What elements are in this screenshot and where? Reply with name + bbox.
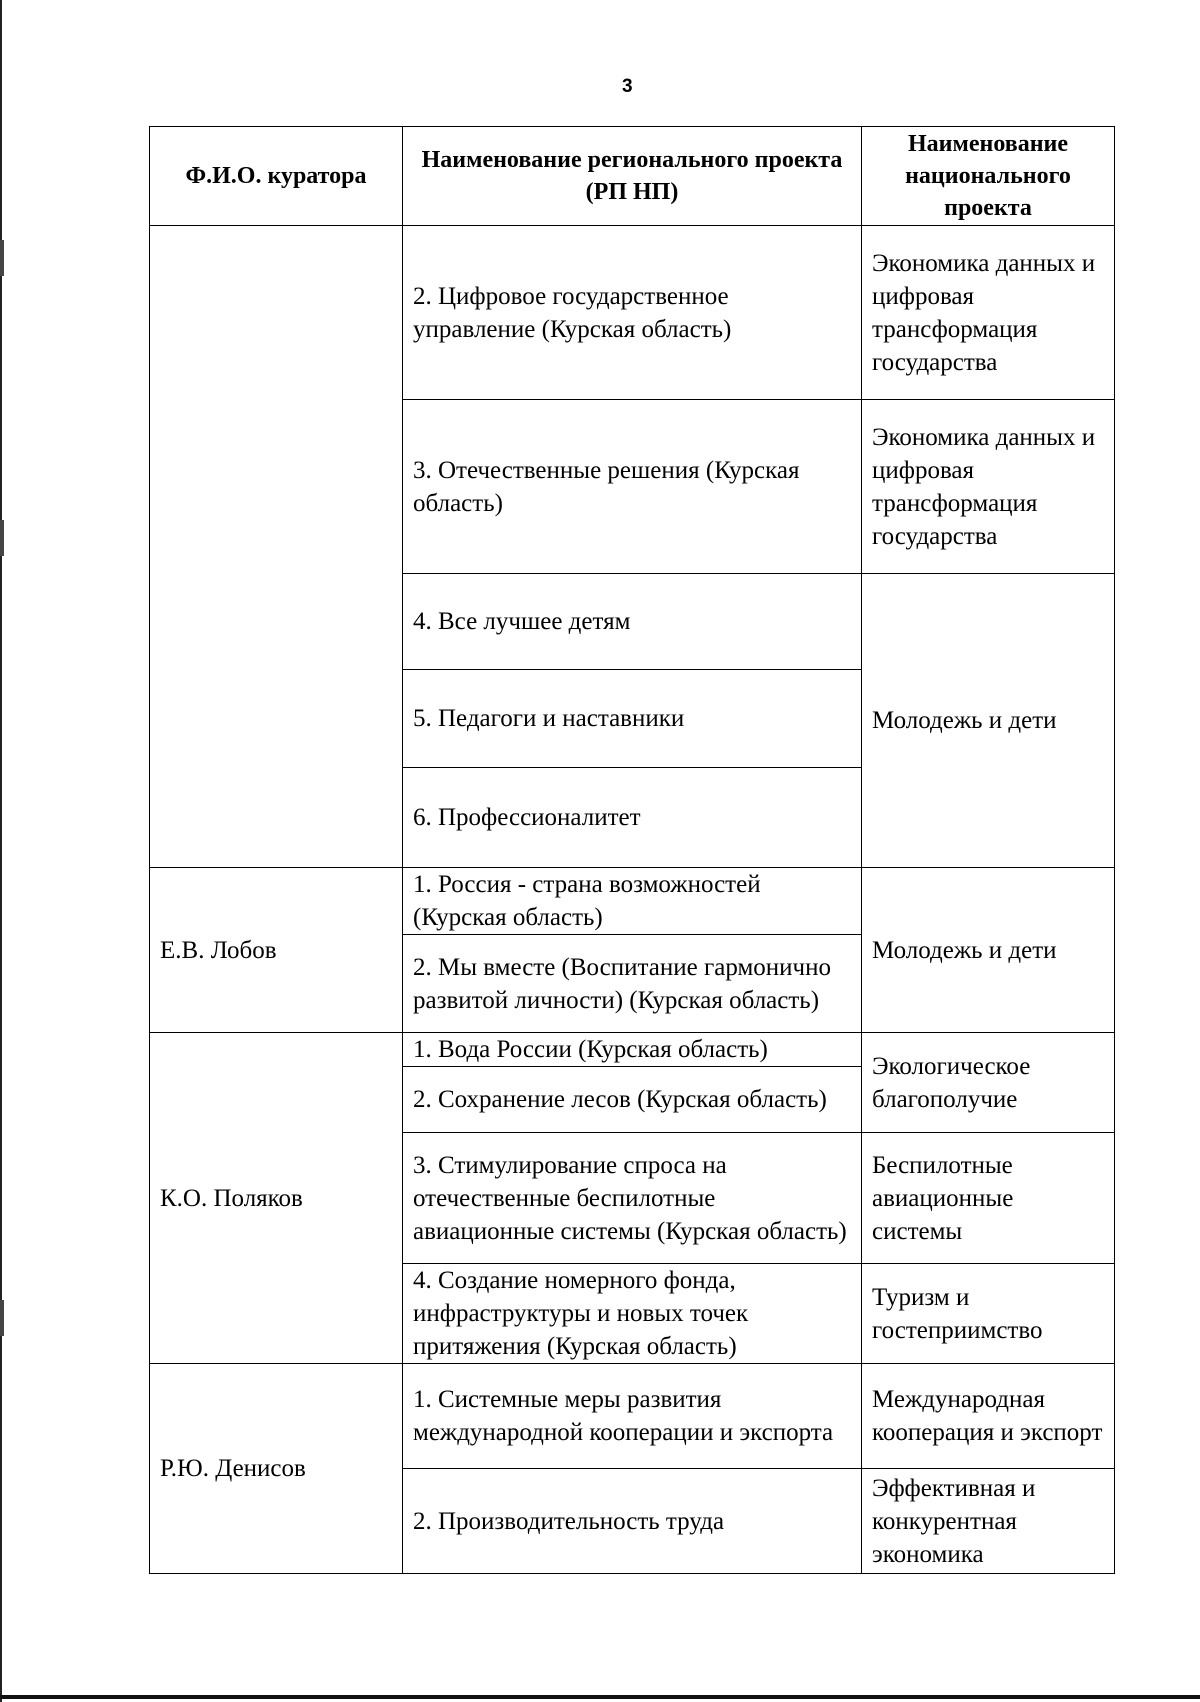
table-header-row	[150, 127, 1115, 226]
national-project-cell: Экономика данных и цифровая трансформация государства	[862, 226, 1115, 400]
regional-project-cell: 2. Мы вместе (Воспитание гармонично развитой личности) (Курская область)	[403, 935, 862, 1033]
national-project-cell: Эффективная и конкурентная экономика	[862, 1469, 1115, 1574]
regional-project-cell: 4. Все лучшее детям	[403, 574, 862, 670]
header-regional-project: Наименование регионального проекта (РП НП)	[403, 127, 862, 226]
national-project-cell: Беспилотные авиационные системы	[862, 1133, 1115, 1264]
header-national-project: Наименование национального проекта	[862, 127, 1115, 226]
header-curator: Ф.И.О. куратора	[150, 127, 403, 226]
curators-table	[149, 126, 1115, 1574]
curator-cell: Е.В. Лобов	[150, 868, 403, 1033]
regional-project-cell: 4. Создание номерного фонда, инфраструктуры и новых точек притяжения (Курская область)	[403, 1264, 862, 1364]
curator-cell	[150, 226, 403, 868]
regional-project-cell: 5. Педагоги и наставники	[403, 670, 862, 768]
scan-margin-mark	[0, 240, 4, 276]
regional-project-cell: 2. Цифровое государственное управление (Курская область)	[403, 226, 862, 400]
scan-bottom-edge	[0, 1695, 1200, 1699]
regional-project-cell: 3. Отечественные решения (Курская область)	[403, 400, 862, 574]
national-project-cell: Экономика данных и цифровая трансформация государства	[862, 400, 1115, 574]
table-row	[150, 226, 1115, 400]
national-project-cell: Молодежь и дети	[862, 868, 1115, 1033]
scan-margin-mark	[0, 1300, 4, 1336]
national-project-cell: Экологическое благополучие	[862, 1033, 1115, 1133]
table-row	[150, 1364, 1115, 1469]
regional-project-cell: 1. Системные меры развития международной кооперации и экспорта	[403, 1364, 862, 1469]
regional-project-cell: 2. Производительность труда	[403, 1469, 862, 1574]
page-number: 3	[622, 76, 633, 97]
regional-project-cell: 2. Сохранение лесов (Курская область)	[403, 1067, 862, 1133]
regional-project-cell: 1. Вода России (Курская область)	[403, 1033, 862, 1067]
regional-project-cell: 1. Россия - страна возможностей (Курская область)	[403, 868, 862, 935]
table-row	[150, 1033, 1115, 1067]
national-project-cell: Туризм и гостеприимство	[862, 1264, 1115, 1364]
curator-cell: Р.Ю. Денисов	[150, 1364, 403, 1574]
national-project-cell: Молодежь и дети	[862, 574, 1115, 868]
national-project-cell: Международная кооперация и экспорт	[862, 1364, 1115, 1469]
table-row	[150, 868, 1115, 935]
regional-project-cell: 6. Профессионалитет	[403, 768, 862, 868]
regional-project-cell: 3. Стимулирование спроса на отечественные беспилотные авиационные системы (Курская область)	[403, 1133, 862, 1264]
curator-cell: К.О. Поляков	[150, 1033, 403, 1364]
scan-margin-mark	[0, 520, 4, 556]
